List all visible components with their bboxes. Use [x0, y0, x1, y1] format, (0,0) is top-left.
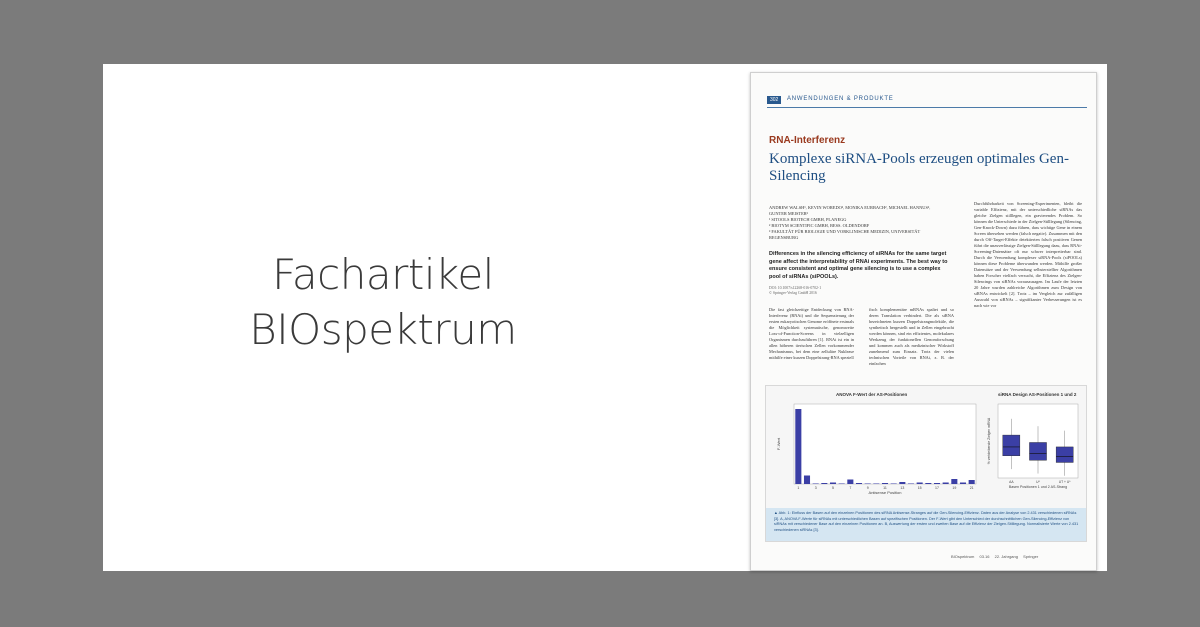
chart-a-bar	[839, 484, 845, 485]
running-header	[767, 95, 1087, 108]
chart-a-tick-label: 9	[866, 486, 869, 490]
chart-a-bar	[865, 484, 871, 485]
chart-a-tick-label: 19	[952, 486, 957, 490]
doi-block	[769, 286, 949, 296]
chart-a-bar	[934, 483, 940, 484]
chart-a-bar	[908, 484, 914, 485]
author-names: ANDREW WALSH¹, KEVIN WOREDO², MONIKA EURBACH², MICHAEL HANNUS², GUNTER MEISTER³	[769, 205, 931, 216]
footer-journal: BIOspektrum	[951, 554, 975, 559]
chart-a-plot-area	[794, 404, 976, 484]
chart-a-tick-label: 17	[935, 486, 939, 490]
chart-a-tick-label: 1	[797, 486, 800, 490]
headline	[213, 247, 553, 357]
chart-a-bar	[899, 482, 905, 484]
chart-a-bar	[847, 480, 853, 485]
chart-a-tick-label: 5	[832, 486, 834, 490]
article-title: Komplexe siRNA-Pools erzeugen optimales Gen-Silencing	[769, 151, 1069, 184]
chart-b-box	[1029, 442, 1046, 460]
chart-a-bar	[882, 483, 888, 484]
chart-a-bar	[951, 479, 957, 484]
chart-b-xlabel: Basen Positionen 1 und 2 AS-Strang	[1008, 485, 1068, 489]
chart-a-bar	[891, 484, 897, 485]
author-block	[769, 205, 949, 241]
affiliation: ² BIOTYM SCIENTIFIC GMBH, BESS. OLDENDORF	[769, 223, 870, 228]
footer-issue: 03.16	[979, 554, 990, 559]
chart-a-tick-label: 3	[814, 486, 817, 490]
chart-a-bar	[804, 476, 810, 485]
abstract: Differences in the silencing efficiency of siRNAs for the same target gene affect the interpretability of RNAi experiments. The best way to ensure consistent and optimal gene silencing is to use a complex pool of siRNAs (siPOOLs).	[769, 251, 948, 280]
headline-line-1: Fachartikel	[272, 250, 494, 299]
chart-a-tick-label: 13	[900, 486, 905, 490]
article-page-thumbnail[interactable]	[750, 72, 1097, 571]
chart-a-bar	[925, 483, 931, 484]
section-label: ANWENDUNGEN & PRODUKTE	[787, 96, 894, 102]
chart-b-tick-label: UT + U*	[1058, 480, 1071, 484]
chart-a-ylabel: F-Wert	[776, 437, 781, 451]
footer-publisher: Springer	[1023, 554, 1039, 559]
chart-a-xlabel: Antisense Position	[868, 490, 902, 495]
affiliation: ¹ SITOOLS BIOTECH GMBH, PLANEGG	[769, 217, 847, 222]
chart-a-bar	[873, 484, 879, 485]
chart-a-bar	[813, 484, 819, 485]
chart-a-bar	[969, 480, 975, 484]
chart-a-bar	[795, 409, 801, 484]
chart-b-title: siRNA Design AS-Positionen 1 und 2	[998, 392, 1077, 397]
figure-caption: ▲ Abb. 1: Einfluss der Basen auf den einzelnen Positionen des siRNA Antisense-Stranges auf die Gen-Silencing-Effizienz. Daten aus der Analyse von 2.431 verschiedenen siRNAs [3]. A, ANOVA F-Werte für siRNAs mit unterschiedlichen Basen auf spezifischen Positionen. Der F-Wert gibt den Unterschied der durchschnittlichen Gen-Silencing-Effizienz von siRNAs mit verschiedener Base auf den einzelnen Positionen an. B, Auswertung der ersten und zweiten Base auf die Effizienz der Zielgen-Stilllegung. Normalisierte Werte von 2.431 verschiedenen siRNAs [3].	[774, 511, 1079, 532]
chart-b-tick-label: AA	[1009, 480, 1014, 484]
body-column-2: fisch komplementäre mRNAs spaltet und so deren Translation verhindert. Die als siRNA bezeichneten kurzen Doppelstrangmoleküle, die synthetisch hergestellt und in Zellen eingebracht werden können, sind ein effizientes, molekulares Werkzeug der funktionellen Genomforschung und kommen auch als medizinischer Wirkstoff zunehmend zum Einsatz. Trotz der vielen technischen Vorteile von RNAi, z. B. der einfachen	[869, 307, 954, 366]
chart-b-tick-label: U*	[1036, 480, 1040, 484]
chart-a-bar	[943, 483, 949, 485]
doi: DOI: 10.1007/s12268-016-0702-1	[769, 286, 822, 290]
chart-a-tick-label: 11	[883, 486, 887, 490]
figure-caption-box	[766, 508, 1086, 541]
chart-b-box	[1056, 447, 1073, 463]
chart-a-title: ANOVA F-Wert der AS-Positionen	[836, 392, 908, 397]
chart-a-tick-label: 21	[969, 486, 974, 490]
teaser-card	[103, 64, 1107, 571]
chart-a-tick-label: 15	[917, 486, 922, 490]
chart-a-bar	[960, 483, 966, 485]
affiliation: ³ FAKULTÄT FÜR BIOLOGIE UND VORKLINISCHE MEDIZIN, UNIVERSITÄT REGENSBURG	[769, 229, 921, 240]
figure	[765, 385, 1087, 542]
copyright: © Springer-Verlag GmbH 2016	[769, 291, 817, 295]
chart-a-tick-label: 7	[849, 486, 852, 490]
body-column-1: Die fast gleichzeitige Entdeckung von RNA-Interferenz (RNAi) und die Sequenzierung der ersten eukaryotischen Genome eröffnete erstmals die Möglichkeit systematische, genomweite Loss-of-Function-Screens in vielzelligen Organismen durchzuführen [1]. RNAi ist ein in allen höheren tierischen Zellen vorkommender Mechanismus, bei dem eine zelluläre Nuklease mithilfe einer kurzen Doppelstrang-RNA speziell	[769, 307, 854, 360]
footer-volume: 22. Jahrgang	[994, 554, 1018, 559]
body-column-3: Durchführbarkeit von Screening-Experimenten, bleibt die variable Effizienz, mit der unterschiedliche siRNAs das gleiche Zielgen stilllegen, ein gravierendes Problem. So können die Unterschiede in der Zielgen-Stilllegung (Silencing, Gen-Knock-Down) dazu führen, dass wichtige Gene in einem Screen übersehen werden (falsch negativ). Zusammen mit den durch Off-Target-Effekte detektierten falsch positiven Genen führt die unzuverlässige Zielgen-Stilllegung dazu, dass RNAi-Screening-Datensätze oft nur schwer interpretierbar sind. Durch die Verwendung komplexer siRNA-Pools (siPOOLs) können diese Probleme überwunden werden. Mithilfe großer Datensätze und der Verwendung selbsterstellter Algorithmen haben Forscher vielfach versucht, die Effizienz des Zielgen-Silencings von siRNAs vorauszusagen. Im Laufe der letzten 20 Jahre wurden zahlreiche Algorithmen zum Design von siRNAs entwickelt [2]. Trotz – im Vergleich zur zufälligen Auswahl von siRNAs – signifikanter Verbesserungen ist es nach wie vor	[974, 201, 1082, 308]
chart-b-ylabel: % verbleibende Zielgen mRNA	[987, 417, 991, 465]
page-footer	[951, 554, 1091, 559]
figure-charts	[766, 386, 1086, 508]
chart-a-bar	[856, 483, 862, 484]
chart-a-bar	[830, 483, 836, 485]
chart-b-box	[1003, 435, 1020, 456]
chart-a-bar	[821, 483, 827, 484]
article-kicker: RNA-Interferenz	[769, 135, 846, 146]
headline-line-2: BIOspektrum	[249, 305, 517, 354]
chart-a-bar	[917, 483, 923, 485]
page-number: 302	[767, 96, 781, 104]
